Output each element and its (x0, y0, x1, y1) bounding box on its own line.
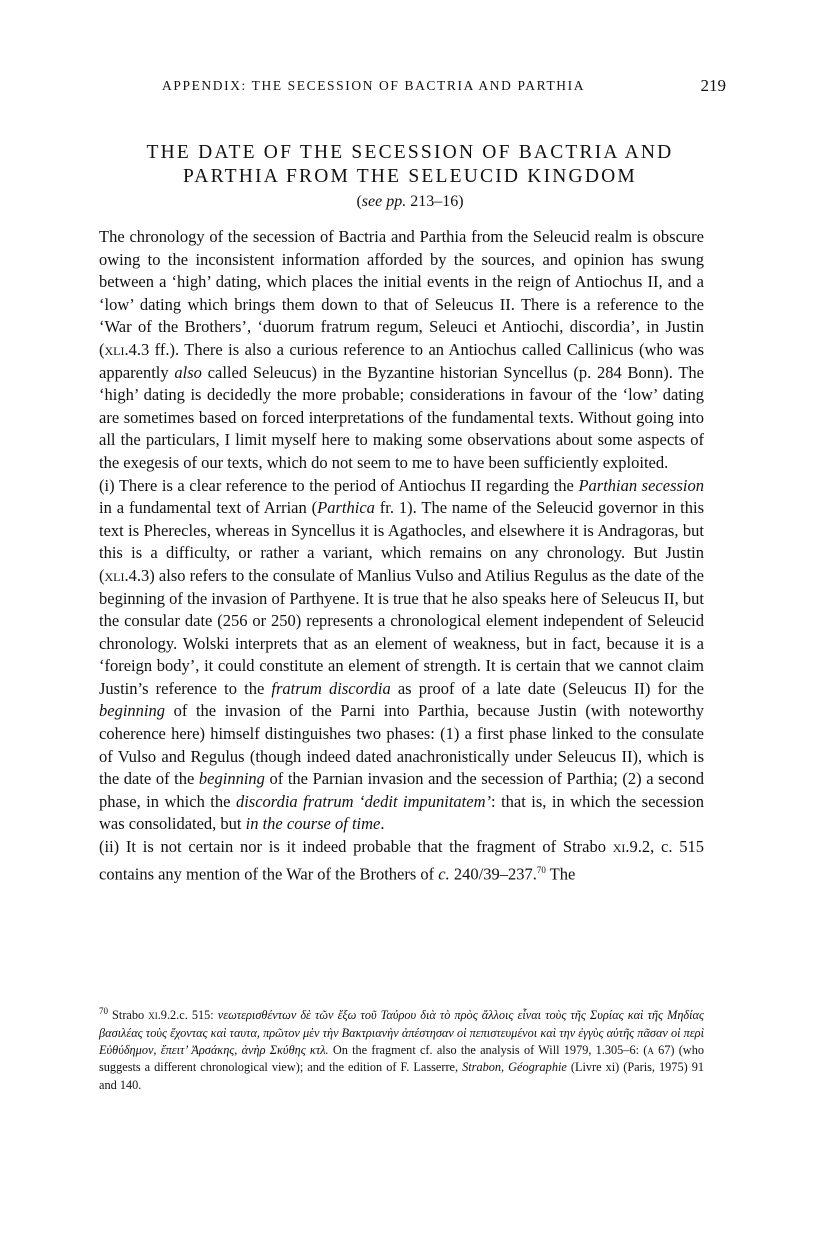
p2-emphasis-fratrum-discordia: fratrum discordia (271, 678, 391, 698)
p2-emphasis-parthica: Parthica (317, 498, 375, 518)
see-label: see pp. (361, 193, 407, 210)
p1-book-ref: xli (104, 339, 125, 359)
fn-emphasis-strabon: Strabon, Géographie (462, 1060, 567, 1075)
p3-text-c: .9.2, c. 515 contains any mention of the War of the Brothers of (99, 837, 704, 884)
running-head (162, 78, 726, 94)
p1-text-a: The chronology of the secession of Bactria and Parthia from the Seleucid realm is obscure owing to the inconsistent information afforded by the sources, and opinion has swung between a ‘high’ dating, which places the initial events in the reign of Antiochus II, and a ‘low’ dating which brings them down to that of Seleucus II. There is a reference to the ‘War of the Brothers’, ‘duorum fratrum regum, Seleuci et Antiochi, discordia’, in Justin ( (99, 227, 704, 359)
paragraph-2 (99, 475, 704, 837)
fn-text-a: Strabo (108, 1008, 149, 1023)
p3-emphasis-circa: c. (438, 864, 450, 884)
p2-emphasis-beginning-2: beginning (198, 769, 265, 789)
p2-emphasis-beginning-1: beginning (99, 701, 165, 721)
fn-book-ref: xi (148, 1008, 158, 1023)
p2-text-g: .4.3) also refers to the consulate of Manlius Vulso and Atilius Regulus as the date of the beginning of the invasion of Parthyene. It is true that he also speaks here of Seleucus II, but the consular date (256 or 250) represents a chronological element independent of Seleucid chronology. Wolski interprets that as an element of weakness, but in fact, because it is a ‘foreign body’, it could constitute an element of strength. It is certain that we cannot claim Justin’s reference to the (99, 565, 704, 698)
title-line-2: PARTHIA FROM THE SELEUCID KINGDOM (183, 166, 637, 187)
fn-section-ref: a (647, 1042, 654, 1057)
page-number: 219 (700, 76, 726, 95)
p3-book-ref: xi (612, 837, 626, 857)
p2-text-q: . (380, 814, 385, 834)
p1-text-c: .4.3 ff.). There is also a curious reference to an Antiochus called Callinicus (who was apparently (99, 339, 704, 382)
see-pages-reference: (see pp. 213–16) (356, 193, 464, 210)
p2-text-o: : that is, in which the secession was consolidated, but (99, 791, 704, 834)
p2-text-a: (i) There is a clear reference to the period of Antiochus II regarding the (99, 475, 579, 495)
fn-text-f: 67) (who suggests a different chronological view); and the edition of F. Lasserre, (99, 1042, 704, 1075)
p3-text-a: (ii) It is not certain nor is it indeed probable that the fragment of Strabo (99, 837, 613, 857)
p2-text-e: fr. 1). The name of the Seleucid governor in this text is Pherecles, whereas in Syncellus it is Agathocles, and elsewhere it is Andragoras, but this is a difficulty, or rather a variant, which remains on any chronology. But Justin ( (99, 498, 704, 585)
fn-text-c: .9.2.c. 515: (157, 1008, 218, 1023)
see-pages: 213–16 (410, 193, 459, 210)
footnote-number: 70 (99, 1006, 108, 1016)
p2-book-ref: xli (104, 565, 125, 585)
p2-emphasis-course-of-time: in the course of time (245, 814, 381, 834)
p2-emphasis-parthian-secession: Parthian secession (578, 475, 704, 495)
fn-text-h: (Livre xi) (Paris, 1975) 91 and 140. (99, 1060, 704, 1092)
p1-emphasis-also: also (174, 362, 202, 382)
p2-emphasis-discordia-fratrum: discordia fratrum ‘dedit impunitatem’ (235, 791, 492, 811)
paragraph-3 (99, 836, 704, 886)
p3-text-e: 240/39–237. (449, 864, 537, 884)
p3-text-g: The (545, 864, 576, 884)
footnote-ref-70[interactable]: 70 (536, 864, 546, 875)
running-title: APPENDIX: THE SECESSION OF BACTRIA AND PARTHIA (162, 78, 586, 93)
body-text (99, 226, 704, 886)
p2-text-k: of the invasion of the Parni into Parthia, because Justin (with noteworthy coherence here) himself distinguishes two phases: (1) a first phase linked to the consulate of Vulso and Regulus (though indeed dated anachronistically under Seleucus II), which is the date of the (99, 701, 704, 789)
p1-text-e: called Seleucus) in the Byzantine historian Syncellus (p. 284 Bonn). The ‘high’ dating is decidedly the more probable; considerations in favour of the ‘low’ dating are sometimes based on forced interpretations of the fundamental texts. Without going into all the particulars, I limit myself here to making some observations about some aspects of the exegesis of our texts, which do not seem to me to have been sufficiently exploited. (99, 362, 704, 472)
p2-text-i: as proof of a late date (Seleucus II) for the (390, 678, 704, 698)
title-line-1: THE DATE OF THE SECESSION OF BACTRIA AND (146, 142, 674, 163)
footnote-70 (99, 1003, 704, 1094)
p2-text-m: of the Parnian invasion and the secession of Parthia; (2) a second phase, in which the (99, 769, 704, 811)
article-title (100, 141, 720, 189)
fn-greek-quote: νεωτερισθέντων δὲ τῶν ἔξω τοῦ Ταύρου διὰ τὸ πρὸς ἄλλοις εἶναι τοὺς τῆς Συρίας καὶ τῆς Μηδίας βασιλέας τοὺς ἔχοντας καὶ ταυτα, πρῶτον μὲν τὴν Βακτριανὴν ἀπέστησαν οἱ πεπιστευμένοι καὶ την ἐγγὺς αὐτῆς πᾶσαν οἱ περὶ Εὐθύδημον, ἔπειτ’ Ἀρσάκης, ἀνὴρ Σκύθης κτλ. (99, 1008, 705, 1057)
p2-text-c: in a fundamental text of Arrian ( (99, 498, 318, 518)
paragraph-1 (99, 226, 704, 475)
fn-text-d: On the fragment cf. also the analysis of Will 1979, 1.305–6: ( (328, 1042, 648, 1057)
